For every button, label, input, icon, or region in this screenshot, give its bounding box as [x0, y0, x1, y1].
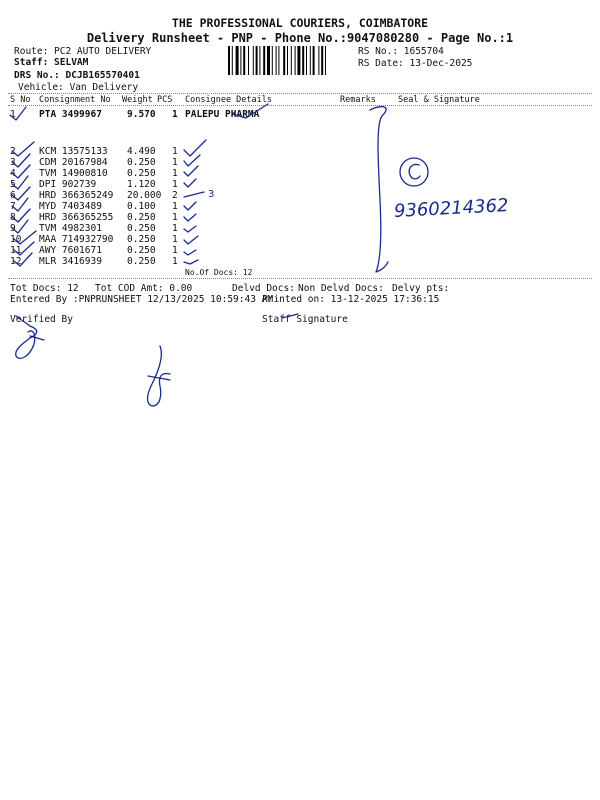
tick-mark	[184, 260, 198, 264]
row-pcs: 1	[172, 168, 178, 179]
tick-mark	[14, 253, 32, 266]
row-sno: 5	[10, 179, 16, 190]
printed-on: Printed on: 13-12-2025 17:36:15	[262, 294, 440, 305]
row-pcs: 1	[172, 109, 178, 120]
row-weight: 0.250	[127, 256, 156, 267]
row-consignment: MAA 714932790	[39, 234, 114, 245]
row-pcs: 1	[172, 157, 178, 168]
col-consignee: Consignee Details	[185, 95, 272, 105]
tick-mark	[184, 155, 200, 166]
tick-mark	[184, 236, 198, 244]
col-weight: Weight	[122, 95, 153, 105]
row-weight: 4.490	[127, 146, 156, 157]
row-consignment: MYD 7403489	[39, 201, 102, 212]
row-sno: 11	[10, 245, 22, 256]
row-weight: 0.250	[127, 157, 156, 168]
row-sno: 7	[10, 201, 16, 212]
row-consignment: TVM 4982301	[39, 223, 102, 234]
entered-by: Entered By :PNPRUNSHEET 12/13/2025 10:59:43 AM	[10, 294, 274, 305]
route-label: Route: PC2 AUTO DELIVERY	[14, 46, 152, 57]
tick-mark	[12, 176, 28, 189]
row-pcs: 1	[172, 201, 178, 212]
stamp-circle	[400, 158, 428, 186]
non-delvd-docs: Non Delvd Docs:	[298, 283, 384, 294]
row-pcs: 1	[172, 212, 178, 223]
row-pcs: 2	[172, 190, 178, 201]
row-weight: 0.250	[127, 223, 156, 234]
row-consignment: PTA 3499967	[39, 109, 102, 120]
row-sno: 6	[10, 190, 16, 201]
row-consignee: PALEPU PHARMA	[185, 109, 260, 120]
row-pcs: 1	[172, 146, 178, 157]
tick-mark	[12, 154, 30, 167]
tick-mark	[184, 202, 196, 210]
tot-docs: Tot Docs: 12	[10, 283, 79, 294]
tot-cod-amt: Tot COD Amt: 0.00	[95, 283, 193, 294]
row-weight: 0.250	[127, 234, 156, 245]
row-consignment: AWY 7601671	[39, 245, 102, 256]
col-pcs: PCS	[157, 95, 173, 105]
tick-mark	[12, 220, 28, 233]
tick-mark	[184, 192, 204, 197]
row-consignment: MLR 3416939	[39, 256, 102, 267]
vehicle-label: Vehicle: Van Delivery	[18, 82, 139, 93]
verified-by-label: Verified By	[10, 314, 73, 325]
col-sno: S No	[10, 95, 31, 105]
row-sno: 2	[10, 146, 16, 157]
tick-mark	[184, 226, 196, 232]
col-seal: Seal & Signature	[398, 95, 480, 105]
staff-signature-label: Staff Signature	[262, 314, 348, 325]
row-sno: 1	[10, 109, 16, 120]
delvd-docs: Delvd Docs:	[232, 283, 295, 294]
tick-mark	[14, 242, 34, 255]
row-weight: 0.250	[127, 245, 156, 256]
remarks-bracket	[370, 107, 388, 272]
row-pcs: 1	[172, 234, 178, 245]
col-consignment: Consignment No	[39, 95, 111, 105]
no-of-docs: No.Of Docs: 12	[185, 268, 253, 277]
row-consignment: CDM 20167984	[39, 157, 108, 168]
tick-mark	[10, 107, 26, 120]
row-consignment: HRD 366365249	[39, 190, 114, 201]
handwritten-pcs-note: 3	[208, 189, 215, 200]
row-sno: 8	[10, 212, 16, 223]
tick-mark	[184, 214, 196, 221]
tick-mark	[184, 179, 196, 187]
row-weight: 0.100	[127, 201, 156, 212]
row-pcs: 1	[172, 245, 178, 256]
row-pcs: 1	[172, 256, 178, 267]
rs-number: RS No.: 1655704	[358, 46, 444, 57]
row-consignment: DPI 902739	[39, 179, 97, 190]
rs-date: RS Date: 13-Dec-2025	[358, 58, 473, 69]
row-sno: 3	[10, 157, 16, 168]
tick-mark	[12, 198, 28, 211]
row-pcs: 1	[172, 223, 178, 234]
tick-mark	[184, 250, 196, 255]
verified-signature-stroke	[30, 336, 44, 340]
row-sno: 9	[10, 223, 16, 234]
row-consignment: HRD 366365255	[39, 212, 114, 223]
row-pcs: 1	[172, 179, 178, 190]
col-remarks: Remarks	[340, 95, 376, 105]
tick-mark	[184, 166, 198, 176]
drs-number: DRS No.: DCJB165570401	[14, 70, 140, 81]
strike-mark	[282, 314, 298, 318]
row-sno: 10	[10, 234, 22, 245]
row-sno: 12	[10, 256, 22, 267]
stamp-letter-c	[409, 164, 420, 178]
handwritten-phone: 9360214362	[393, 195, 510, 222]
company-title: THE PROFESSIONAL COURIERS, COIMBATORE	[171, 16, 429, 30]
row-weight: 20.000	[127, 190, 162, 201]
staff-label: Staff: SELVAM	[14, 57, 89, 68]
tick-mark	[12, 142, 34, 156]
row-weight: 0.250	[127, 212, 156, 223]
row-sno: 4	[10, 168, 16, 179]
row-consignment: TVM 14900810	[39, 168, 108, 179]
runsheet-subtitle: Delivery Runsheet - PNP - Phone No.:9047080280 - Page No.:1	[86, 31, 514, 45]
row-weight: 1.120	[127, 179, 156, 190]
row-weight: 9.570	[127, 109, 156, 120]
row-weight: 0.250	[127, 168, 156, 179]
tick-mark	[184, 140, 206, 156]
tick-mark	[232, 104, 268, 118]
delvy-pts: Delvy pts:	[392, 283, 450, 294]
row-consignment: KCM 13575133	[39, 146, 108, 157]
